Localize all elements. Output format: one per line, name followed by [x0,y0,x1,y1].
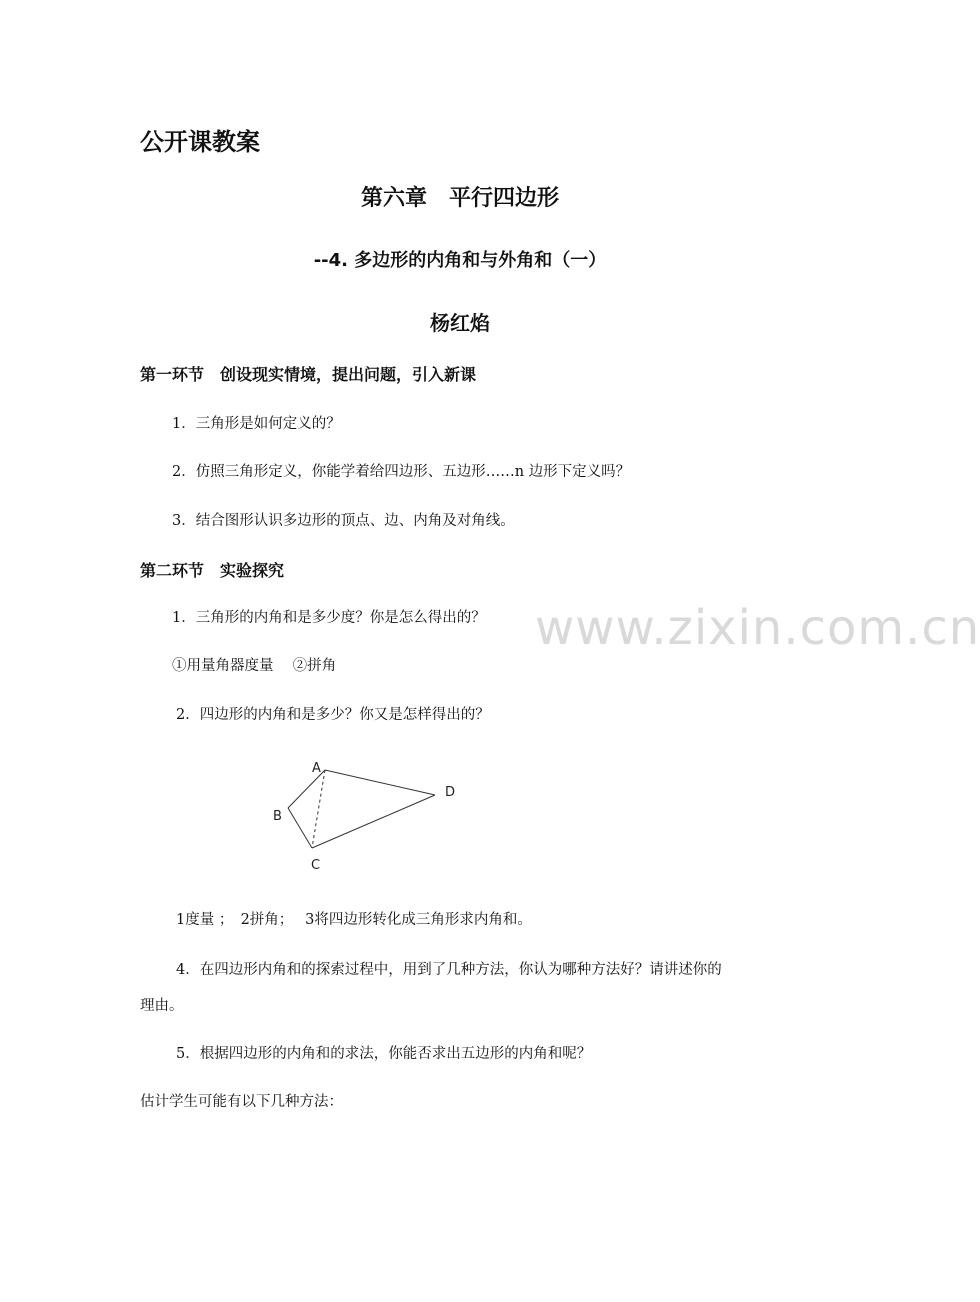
vertex-label-c: C [311,858,321,873]
section-2-question-1-methods: ①用量角器度量 ②拼角 [172,658,337,674]
section-1-item-2: 2．仿照三角形定义，你能学着给四边形、五边形……n 边形下定义吗？ [172,464,631,480]
section-2-heading: 第二环节 实验探究 [140,561,285,580]
section-1-heading: 第一环节 创设现实情境，提出问题，引入新课 [140,365,477,384]
section-1-item-3: 3．结合图形认识多边形的顶点、边、内角及对角线。 [172,513,515,529]
section-2-question-4-line-1: 4．在四边形内角和的探索过程中，用到了几种方法，你认为哪种方法好？请讲述你的 [176,962,722,978]
section-2-question-2: 2．四边形的内角和是多少？你又是怎样得出的？ [176,707,490,723]
author-name: 杨红焰 [430,311,490,335]
vertex-label-a: A [312,761,321,776]
section-2-question-4-line-2: 理由。 [140,998,184,1014]
edge-d-c [312,795,435,848]
chapter-title: 第六章 平行四边形 [360,186,559,211]
vertex-label-b: B [273,809,282,824]
section-2-methods-line: 1度量 ； 2拼角； 3将四边形转化成三角形求内角和。 [176,912,532,928]
document-title: 公开课教案 [140,128,260,156]
lesson-title: --4. 多边形的内角和与外角和（一） [313,250,607,271]
section-2-estimate: 估计学生可能有以下几种方法： [140,1094,343,1110]
section-2-question-5: 5．根据四边形的内角和的求法，你能否求出五边形的内角和呢？ [176,1046,592,1062]
watermark: www.zixin.com.cn [535,600,980,656]
section-1-item-1: 1．三角形是如何定义的？ [172,416,341,432]
quadrilateral-figure [265,752,475,877]
vertex-label-d: D [445,785,456,800]
edge-a-d [325,770,435,795]
edge-c-b [288,808,312,848]
section-2-question-1: 1．三角形的内角和是多少度？你是怎么得出的？ [172,610,486,626]
